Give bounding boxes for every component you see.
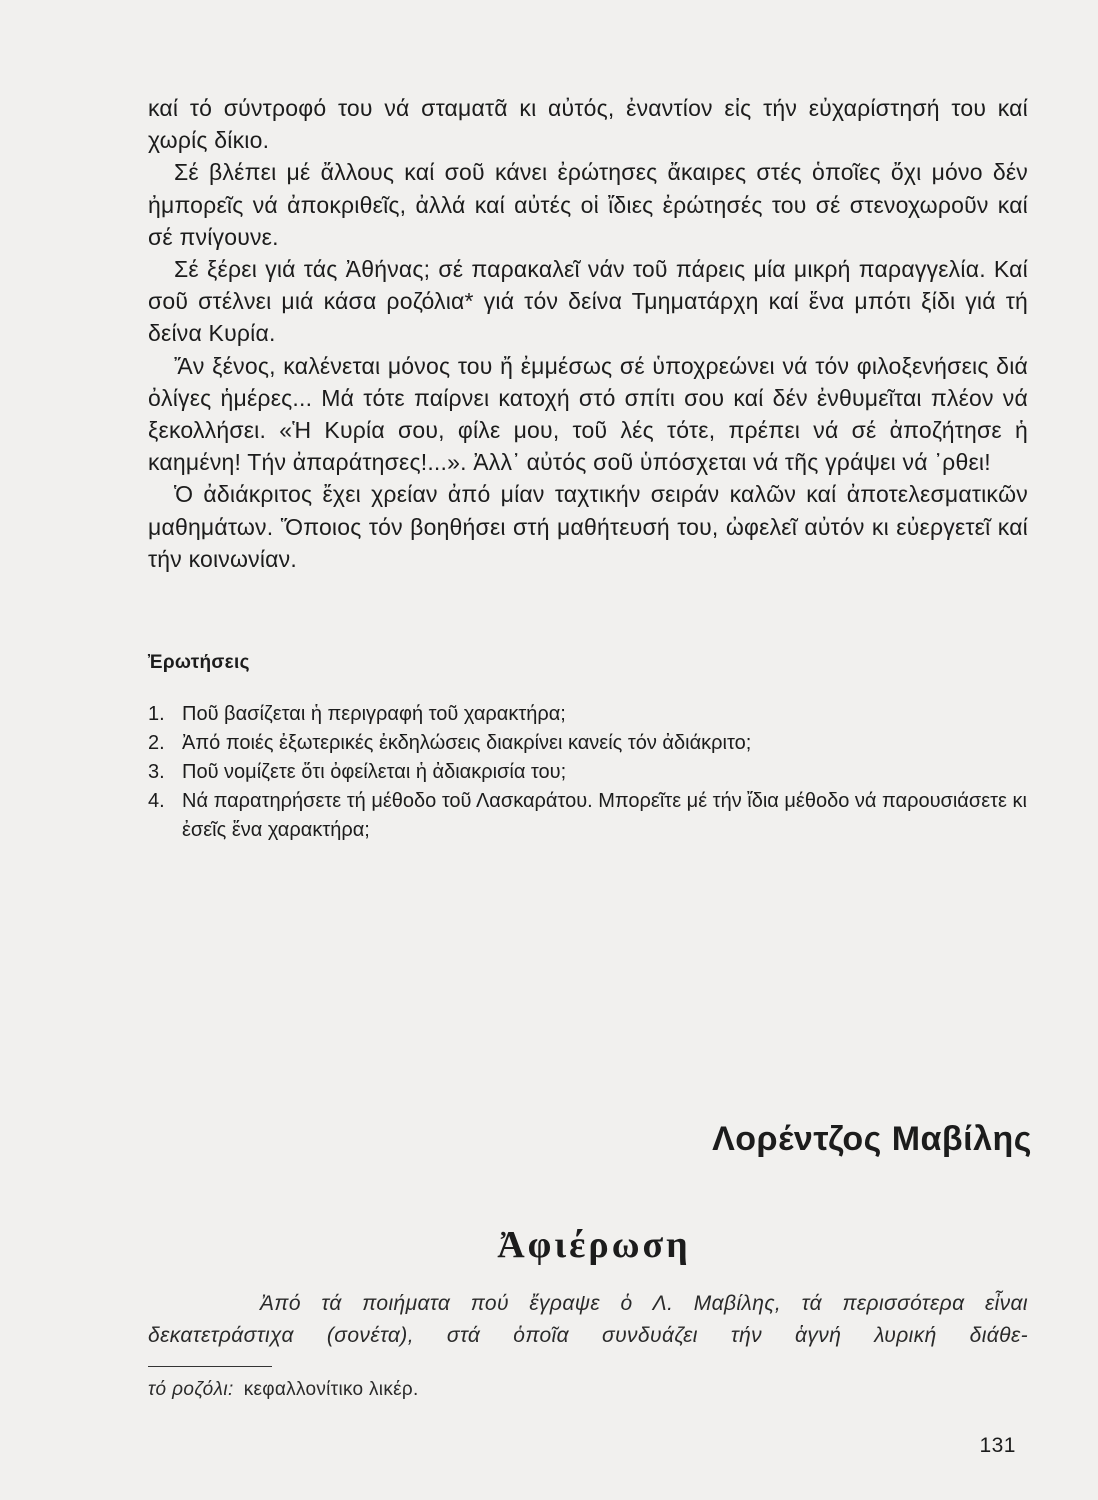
question-number: 2. xyxy=(148,732,165,754)
question-item xyxy=(148,729,1028,758)
question-text: Νά παρατηρήσετε τή μέθοδο τοῦ Λασκαράτου. Μπορεῖτε μέ τήν ἴδια μέθοδο νά παρουσιάσετε κι ἐσεῖς ἕνα χαρακτήρα; xyxy=(182,790,1027,841)
questions-list xyxy=(148,700,1028,845)
paragraph: Σέ βλέπει μέ ἄλλους καί σοῦ κάνει ἐρώτησες ἄκαιρες στές ὁποῖες ὄχι μόνο δέν ἠμπορεῖς νά ἀποκριθεῖς, ἀλλά καί αὐτές οἱ ἴδιες ἐρώτησές του σέ στενοχωροῦν καί σέ πνίγουνε. xyxy=(148,159,1028,250)
question-item xyxy=(148,758,1028,787)
paragraph: Ὁ ἀδιάκριτος ἔχει χρείαν ἀπό μίαν ταχτικήν σειράν καλῶν καί ἀποτελεσματικῶν μαθημάτων. Ὅποιος τόν βοηθήσει στή μαθήτευσή του, ὠφελεῖ αὐτόν κι εὐεργετεῖ καί τήν κοινωνίαν. xyxy=(148,481,1028,572)
paragraph: Σέ ξέρει γιά τάς Ἀθήνας; σέ παρακαλεῖ νάν τοῦ πάρεις μία μικρή παραγγελία. Καί σοῦ στέλνει μιά κάσα ροζόλια* γιά τόν δείνα Τμηματάρχη καί ἕνα μπότι ξίδι γιά τή δείνα Κυρία. xyxy=(148,256,1028,347)
intro-paragraph: Ἀπό τά ποιήματα πού ἔγραψε ὁ Λ. Μαβίλης, τά περισσότερα εἶναι δεκατετράστιχα (σονέτα), στά ὁποῖα συνδυάζει τήν ἁγνή λυρική διάθε- xyxy=(148,1292,1028,1347)
intro-text xyxy=(148,1288,1028,1352)
question-text: Ποῦ βασίζεται ἡ περιγραφή τοῦ χαρακτήρα; xyxy=(182,703,566,725)
question-number: 4. xyxy=(148,790,165,812)
question-item xyxy=(148,787,1028,845)
question-text: Ἀπό ποιές ἐξωτερικές ἐκδηλώσεις διακρίνει κανείς τόν ἀδιάκριτο; xyxy=(182,732,752,754)
paragraph: καί τό σύντροφό του νά σταματᾶ κι αὐτός, ἐναντίον εἰς τήν εὐχαρίστησή του καί χωρίς δίκιο. xyxy=(148,95,1028,154)
poem-title: Ἀφιέρωση xyxy=(497,1224,691,1266)
questions-heading: Ἐρωτήσεις xyxy=(148,652,250,673)
question-number: 3. xyxy=(148,761,165,783)
question-item xyxy=(148,700,1028,729)
page-number: 131 xyxy=(979,1434,1016,1457)
question-number: 1. xyxy=(148,703,165,725)
footnote-term: τό ροζόλι: xyxy=(148,1379,234,1400)
paragraph: Ἄν ξένος, καλένεται μόνος του ἤ ἐμμέσως σέ ὑποχρεώνει νά τόν φιλοξενήσεις διά ὀλίγες ἡμέρες... Μά τότε παίρνει κατοχή στό σπίτι σου καί δέν ἐνθυμεῖται πλέον νά ξεκολλήσει. «Ἡ Κυρία σου, φίλε μου, τοῦ λές τότε, πρέπει νά σέ ἀποζήτησε ἡ καημένη! Τήν ἀπαράτησες!...». Ἀλλ᾽ αὐτός σοῦ ὑπόσχεται νά τῆς γράψει νά ᾽ρθει! xyxy=(148,352,1028,476)
author-name: Λορέντζος Μαβίλης xyxy=(712,1120,1032,1158)
footnote-definition: κεφαλλονίτικο λικέρ. xyxy=(243,1379,419,1400)
footnote xyxy=(148,1376,419,1404)
question-text: Ποῦ νομίζετε ὅτι ὀφείλεται ἡ ἀδιακρισία του; xyxy=(182,761,567,783)
body-text xyxy=(148,92,1028,575)
footnote-divider xyxy=(148,1366,272,1367)
